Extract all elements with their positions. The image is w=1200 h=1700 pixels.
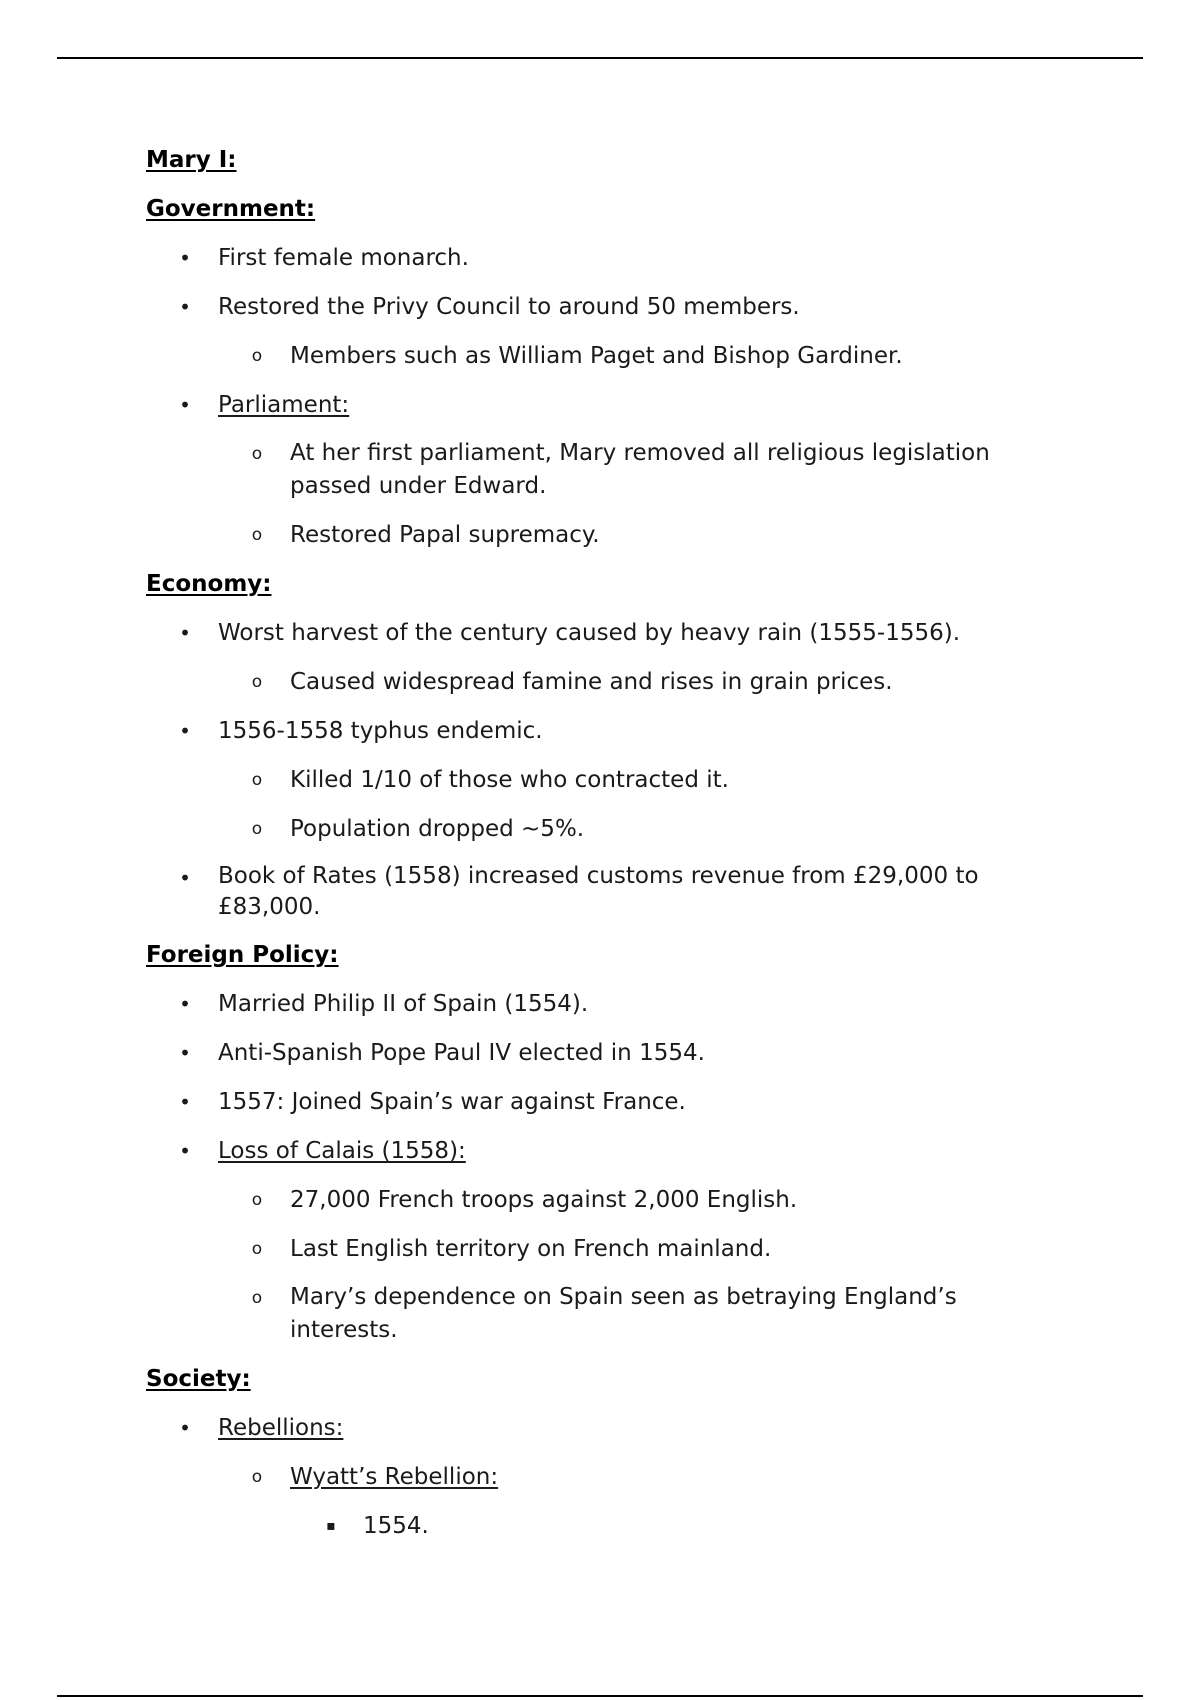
bullet-icon: •	[179, 621, 191, 645]
bullet-icon: o	[251, 525, 263, 545]
list-item-text: Worst harvest of the century caused by heavy rain (1555-1556).	[218, 620, 961, 646]
government-sublist	[146, 339, 1046, 373]
list-item	[146, 714, 1046, 748]
list-item	[146, 987, 1046, 1021]
economy-list-cont2	[146, 861, 1046, 923]
parliament-sublist	[146, 437, 1046, 552]
bullet-icon: o	[251, 1467, 263, 1487]
section-heading-society: Society:	[146, 1366, 251, 1392]
document-title: Mary I:	[146, 147, 237, 173]
bullet-icon: •	[179, 246, 191, 270]
bullet-icon: ▪	[326, 1518, 336, 1534]
list-item-text: Rebellions:	[218, 1415, 344, 1441]
list-item-text: First female monarch.	[218, 245, 469, 271]
list-item-text: 1554.	[363, 1513, 429, 1539]
list-item	[146, 665, 1046, 699]
list-item	[146, 1232, 1046, 1266]
bullet-icon: •	[179, 295, 191, 319]
list-item-text: Parliament:	[218, 392, 350, 418]
list-item	[146, 1036, 1046, 1070]
header-rule	[57, 57, 1143, 59]
bullet-icon: •	[179, 992, 191, 1016]
economy-list-cont	[146, 714, 1046, 748]
list-item	[146, 763, 1046, 797]
list-item-text: Mary’s dependence on Spain seen as betraying England’s interests.	[290, 1284, 957, 1343]
rebellions-sublist	[146, 1460, 1046, 1494]
harvest-sublist	[146, 665, 1046, 699]
list-item-text: At her first parliament, Mary removed all religious legislation passed under Edward.	[290, 440, 990, 499]
bullet-icon: •	[179, 1090, 191, 1114]
bullet-icon: o	[251, 1190, 263, 1210]
list-item-text: Killed 1/10 of those who contracted it.	[290, 767, 729, 793]
list-item-text: 1557: Joined Spain’s war against France.	[218, 1089, 686, 1115]
list-item	[146, 241, 1046, 275]
wyatt-sublist	[146, 1509, 1046, 1543]
list-item	[146, 1134, 1046, 1168]
list-item-text: Last English territory on French mainland.	[290, 1236, 772, 1262]
list-item	[146, 1085, 1046, 1119]
society-list	[146, 1411, 1046, 1445]
list-item-text: Population dropped ~5%.	[290, 816, 585, 842]
list-item	[146, 1183, 1046, 1217]
bullet-icon: •	[179, 393, 191, 417]
government-list-cont	[146, 388, 1046, 422]
bullet-icon: o	[251, 672, 263, 692]
list-item	[146, 1509, 1046, 1543]
list-item-text: 1556-1558 typhus endemic.	[218, 718, 543, 744]
list-item	[146, 290, 1046, 324]
bullet-icon: •	[179, 1041, 191, 1065]
bullet-icon: •	[179, 1416, 191, 1440]
list-item	[146, 388, 1046, 422]
list-item	[146, 339, 1046, 373]
section-heading-foreign-policy: Foreign Policy:	[146, 942, 339, 968]
bullet-icon: o	[251, 819, 263, 839]
list-item	[146, 518, 1046, 552]
bullet-icon: o	[251, 1288, 263, 1308]
section-heading-government: Government:	[146, 196, 316, 222]
bullet-icon: •	[179, 719, 191, 743]
list-item	[146, 812, 1046, 846]
footer-rule	[57, 1695, 1143, 1697]
list-item	[146, 1411, 1046, 1445]
list-item-text: Loss of Calais (1558):	[218, 1138, 466, 1164]
list-item-text: Restored Papal supremacy.	[290, 522, 600, 548]
typhus-sublist	[146, 763, 1046, 846]
list-item-text: Anti-Spanish Pope Paul IV elected in 1554.	[218, 1040, 705, 1066]
bullet-icon: o	[251, 444, 263, 464]
list-item	[146, 1460, 1046, 1494]
bullet-icon: o	[251, 346, 263, 366]
foreign-list	[146, 987, 1046, 1168]
list-item	[146, 437, 1046, 503]
list-item-text: Members such as William Paget and Bishop Gardiner.	[290, 343, 903, 369]
bullet-icon: o	[251, 770, 263, 790]
list-item	[146, 616, 1046, 650]
economy-list	[146, 616, 1046, 650]
list-item-text: Caused widespread famine and rises in grain prices.	[290, 669, 893, 695]
list-item-text: 27,000 French troops against 2,000 English.	[290, 1187, 798, 1213]
bullet-icon: •	[179, 866, 191, 890]
bullet-icon: •	[179, 1139, 191, 1163]
document-body	[146, 143, 1046, 1558]
section-heading-economy: Economy:	[146, 571, 272, 597]
list-item-text: Restored the Privy Council to around 50 members.	[218, 294, 800, 320]
bullet-icon: o	[251, 1239, 263, 1259]
list-item	[146, 861, 1046, 923]
list-item-text: Book of Rates (1558) increased customs revenue from £29,000 to £83,000.	[218, 863, 979, 920]
list-item	[146, 1281, 1046, 1347]
list-item-text: Married Philip II of Spain (1554).	[218, 991, 589, 1017]
list-item-text: Wyatt’s Rebellion:	[290, 1464, 499, 1490]
calais-sublist	[146, 1183, 1046, 1347]
government-list	[146, 241, 1046, 324]
